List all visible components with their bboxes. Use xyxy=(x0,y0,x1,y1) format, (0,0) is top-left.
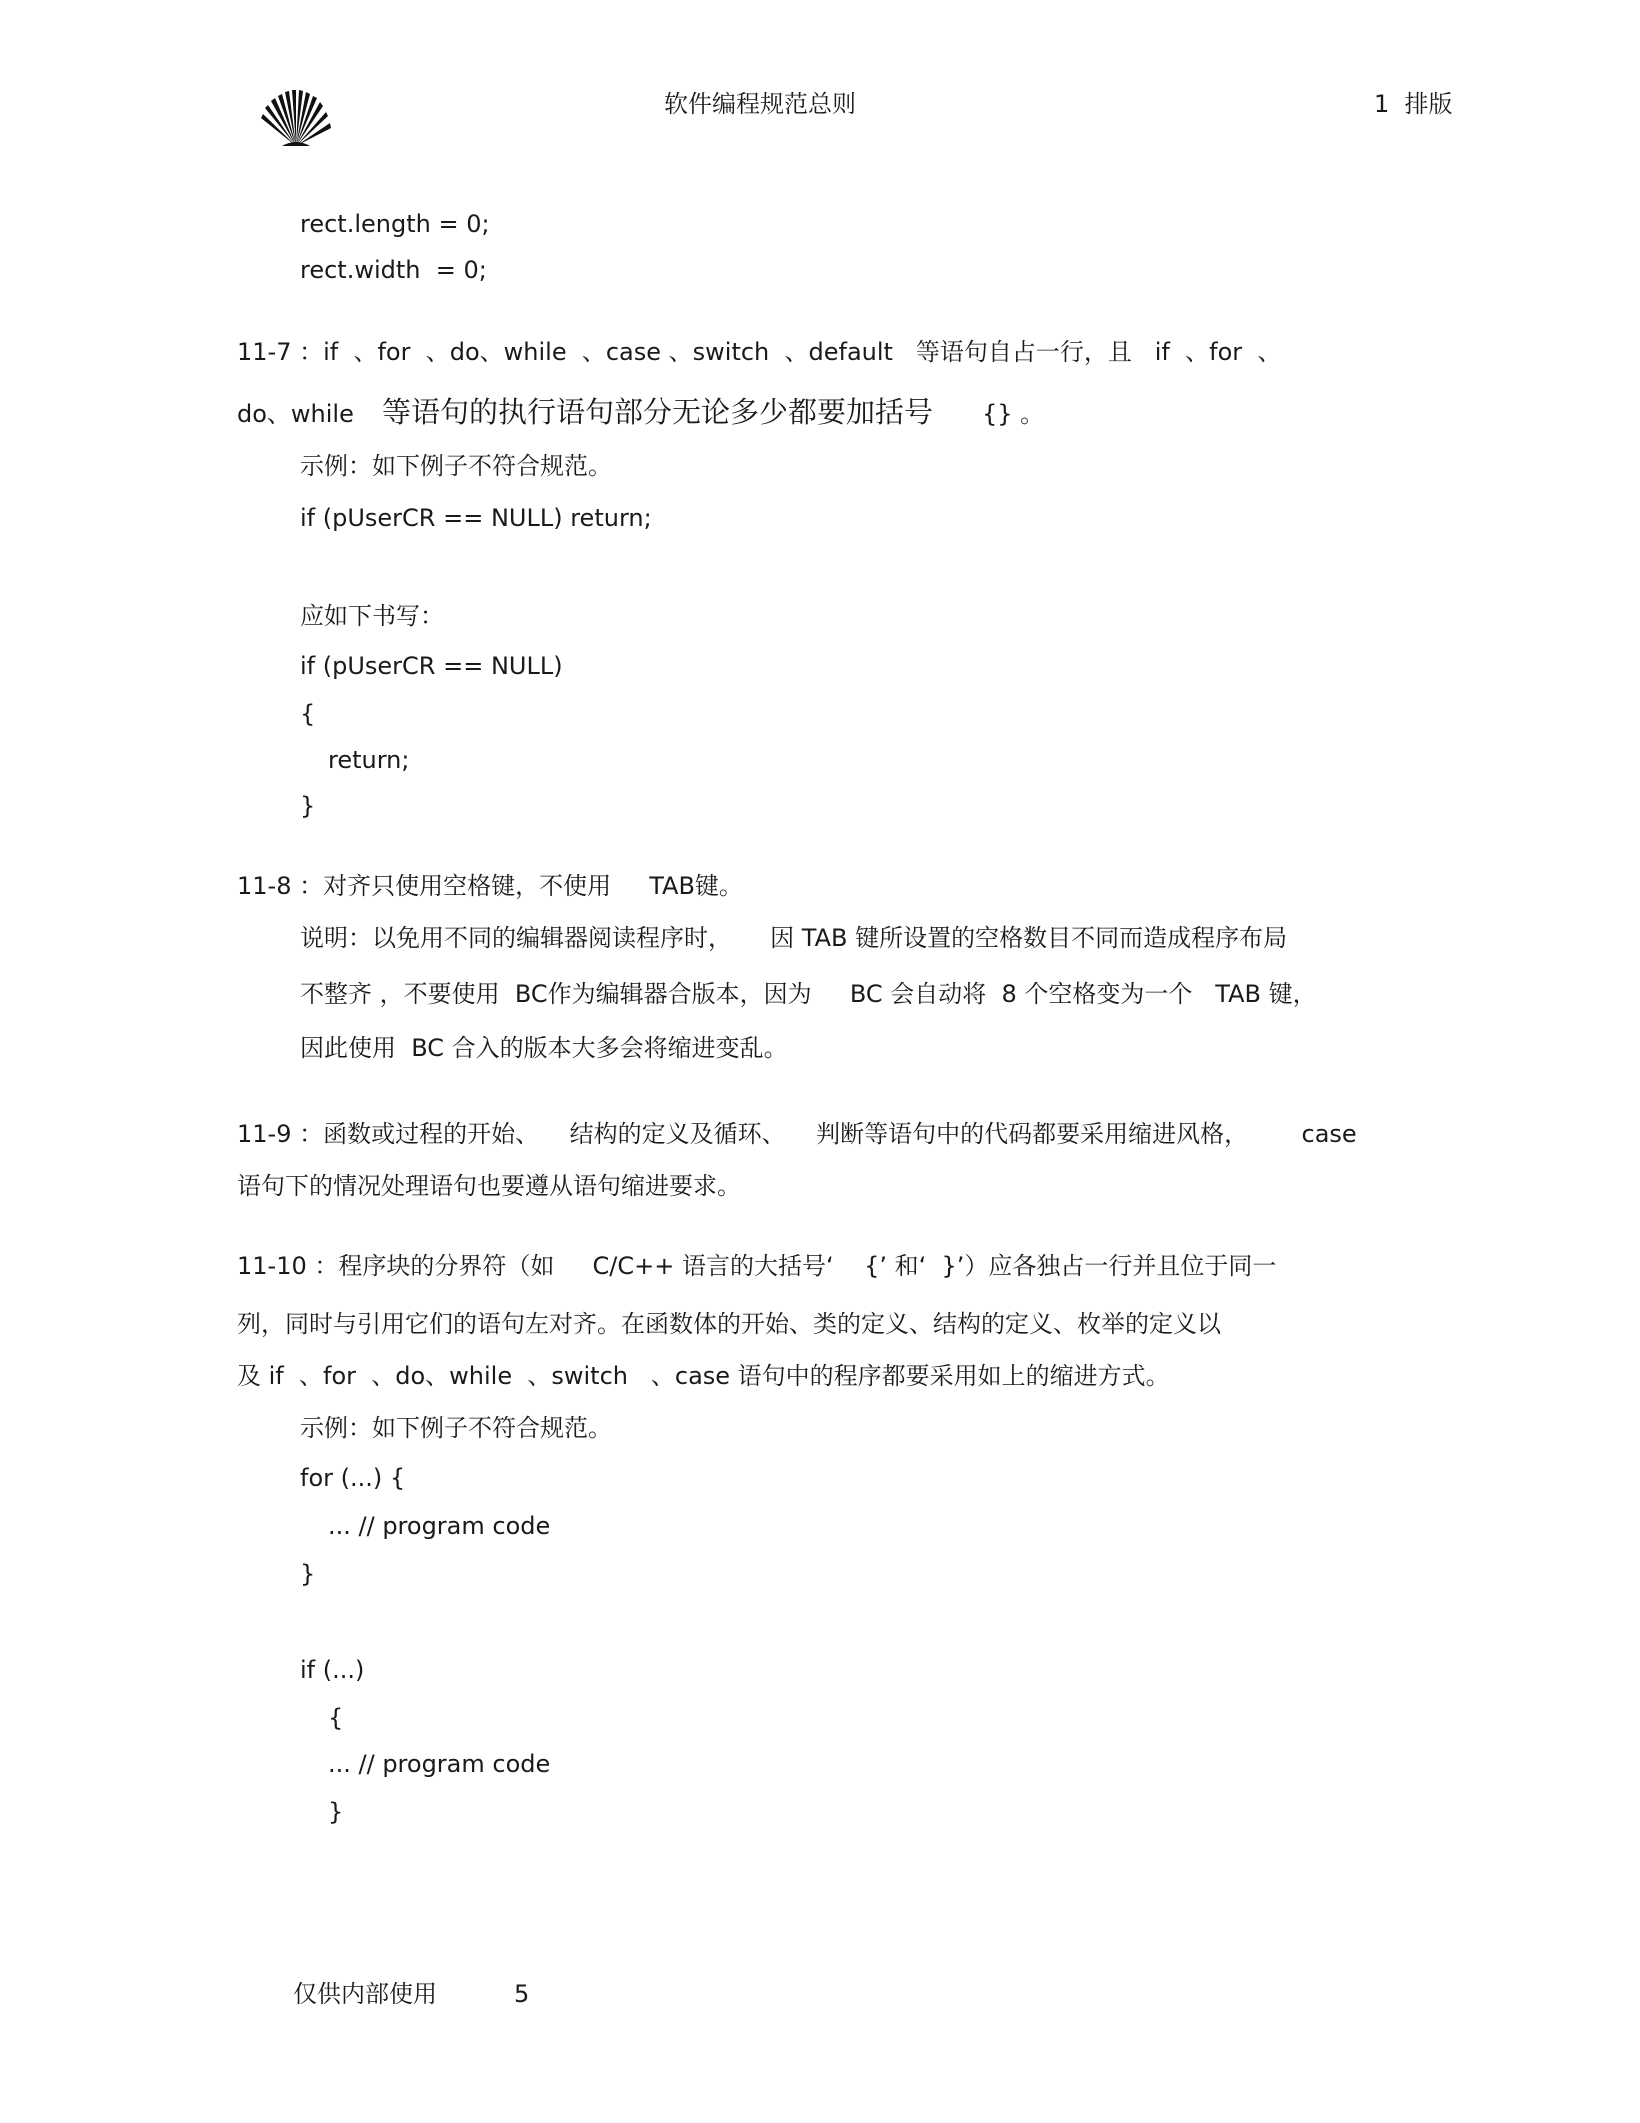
code-line: if (pUserCR == NULL) return; xyxy=(300,504,652,532)
code-line: ... // program code xyxy=(328,1512,551,1540)
rule-11-8-note: 因此使用 BC 合入的版本大多会将缩进变乱。 xyxy=(300,1034,788,1062)
code-line: { xyxy=(300,700,316,728)
footer-label: 仅供内部使用 xyxy=(293,1980,437,2008)
code-line: } xyxy=(328,1798,344,1826)
rule-11-10-cont: 列，同时与引用它们的语句左对齐。在函数体的开始、类的定义、结构的定义、枚举的定义以 xyxy=(237,1310,1221,1338)
correct-label: 应如下书写： xyxy=(300,602,444,630)
code-line: } xyxy=(300,792,316,820)
code-line: rect.width = 0; xyxy=(300,256,487,284)
code-line: return; xyxy=(328,746,410,774)
rule-11-7-cont-a: do、while xyxy=(237,400,354,428)
rule-11-10: 11-10 ：程序块的分界符（如 C/C++ 语言的大括号‘ {’ 和‘ }’）应各独占一行并且位于同一 xyxy=(237,1252,1277,1280)
example-label: 示例：如下例子不符合规范。 xyxy=(300,1414,612,1442)
rule-11-8-note: 说明：以免用不同的编辑器阅读程序时， 因 TAB 键所设置的空格数目不同而造成程序布局 xyxy=(300,924,1288,952)
code-line: if (...) xyxy=(300,1656,365,1684)
page-number: 5 xyxy=(514,1980,530,2008)
code-line: rect.length = 0; xyxy=(300,210,490,238)
header-title: 软件编程规范总则 xyxy=(664,90,856,118)
rule-11-8: 11-8 ：对齐只使用空格键，不使用 TAB键。 xyxy=(237,872,743,900)
code-line: if (pUserCR == NULL) xyxy=(300,652,563,680)
shell-logo-icon xyxy=(258,88,334,148)
rule-11-7: 11-7 ：if 、for 、do、while 、case 、switch 、default 等语句自占一行，且 if 、for 、 xyxy=(237,338,1282,366)
code-line: } xyxy=(300,1560,316,1588)
rule-11-10-cont: 及 if 、for 、do、while 、switch 、case 语句中的程序都要采用如上的缩进方式。 xyxy=(237,1362,1170,1390)
code-line: { xyxy=(328,1704,344,1732)
rule-11-9-cont: 语句下的情况处理语句也要遵从语句缩进要求。 xyxy=(237,1172,741,1200)
rule-11-8-note: 不整齐 ，不要使用 BC作为编辑器合版本，因为 BC 会自动将 8 个空格变为一个 TAB 键， xyxy=(300,980,1317,1008)
rule-11-9: 11-9 ：函数或过程的开始、 结构的定义及循环、 判断等语句中的代码都要采用缩进风格， case xyxy=(237,1120,1357,1148)
example-label: 示例：如下例子不符合规范。 xyxy=(300,452,612,480)
code-line: for (...) { xyxy=(300,1464,406,1492)
code-line: ... // program code xyxy=(328,1750,551,1778)
rule-11-7-cont-c: {} 。 xyxy=(982,400,1045,428)
rule-11-7-cont-b: 等语句的执行语句部分无论多少都要加括号 xyxy=(382,395,934,429)
header-section: 1 排版 xyxy=(1374,90,1453,118)
